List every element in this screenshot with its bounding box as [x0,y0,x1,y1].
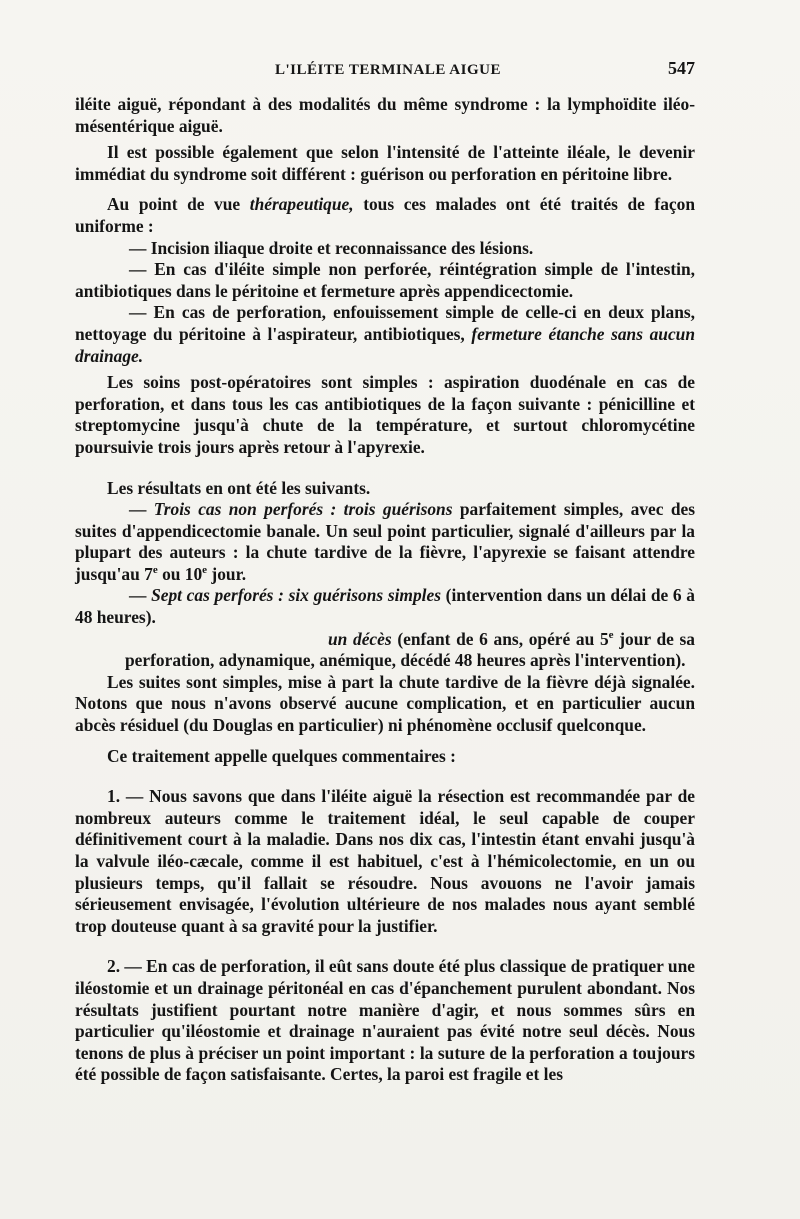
paragraph: Les résultats en ont été les suivants. [107,477,371,498]
text-run: tous ces malades ont été traités de façon uniforme : [75,194,695,236]
paragraph: Il est possible également que selon l'intensité de l'atteinte iléale, le devenir immédiat du syndrome soit différent : guérison ou perforation en péritoine libre. [75,142,695,184]
page-header [75,58,695,84]
superscript: e [202,564,208,577]
text-run: Au point de vue [107,194,250,215]
text-run: (intervention dans un délai de 6 à 48 heures). [75,585,695,628]
paragraph [75,629,695,672]
paragraph: Les soins post-opératoires sont simples : aspiration duodénale en cas de perforation, et dans tous les cas antibiotiques de la façon suivante : pénicilline et streptomycine jusqu'à chute de la température, et surtout chloromycétine poursuivie trois jours après retour à l'apyrexie. [75,372,695,457]
text-run: ou 10 [157,563,203,584]
paragraph: Ce traitement appelle quelques commentaires : [107,745,456,766]
paragraph: iléite aiguë, répondant à des modalités du même syndrome : la lymphoïdite iléo-mésentérique aiguë. [75,94,695,136]
italic-text: thérapeutique, [249,194,354,215]
paragraph [75,499,695,585]
text-run: jour. [207,563,247,584]
text-run: parfaitement simples, avec des suites d'appendicectomie banale. Un seul point particulier, signalé d'ailleurs par la plupart des auteurs : la chute tardive de la fièvre, l'apyrexie se faisant attendre jusqu'au 7 [75,499,695,584]
page-number: 547 [668,58,695,78]
paragraph: 2. — En cas de perforation, il eût sans doute été plus classique de pratiquer une iléostomie et un drainage péritonéal en cas d'épanchement purulent abondant. Nos résultats justifient pourtant notre manière d'agir, et nous sommes sûrs en particulier qu'iléostomie et drainage n'auraient pas évité notre seul décès. Nous tenons de plus à préciser un point important : la suture de la perforation a toujours été possible de façon satisfaisante. Certes, la paroi est fragile et les [75,956,695,1085]
superscript: e [152,564,158,577]
text-run: (enfant de 6 ans, opéré au 5 [391,628,609,649]
italic-text: un décès [328,628,392,649]
text-run: — [129,499,154,520]
paragraph [75,585,695,628]
running-title: L'ILÉITE TERMINALE AIGUE [275,62,501,78]
italic-text: fermeture étanche sans aucun drainage. [75,323,696,366]
text-run: — En cas de perforation, enfouissement simple de celle-ci en deux plans, nettoyage du péritoine à l'aspirateur, antibiotiques, [75,302,695,344]
paragraph [75,302,695,367]
superscript: e [608,628,614,641]
italic-text: Sept cas perforés : six guérisons simples [151,585,441,606]
italic-text: Trois cas non perforés : trois guérisons [153,499,453,520]
paragraph: Les suites sont simples, mise à part la chute tardive de la fièvre déjà signalée. Notons que nous n'avons observé aucune complication, et en particulier aucun abcès résiduel (du Douglas en particulier) ni phénomène occlusif quelconque. [75,671,695,736]
body-text [75,94,695,1086]
paragraph: 1. — Nous savons que dans l'iléite aiguë la résection est recommandée par de nombreux auteurs comme le traitement idéal, le seul capable de couper définitivement court à la maladie. Dans nos dix cas, l'intestin étant envahi jusqu'à la valvule iléo-cæcale, comme il est habituel, c'est à l'hémicolectomie, en un ou plusieurs temps, qu'il fallait se résoudre. Nous avouons ne l'avoir jamais sérieusement envisagée, l'évolution ultérieure de nos malades nous ayant semblé trop douteuse quant à sa gravité pour la justifier. [75,786,695,936]
text-run: jour de sa perforation, adynamique, anémique, décédé 48 heures après l'intervention). [125,628,695,671]
paragraph: — Incision iliaque droite et reconnaissance des lésions. [129,237,534,258]
text-run: — [129,585,152,606]
paragraph: — En cas d'iléite simple non perforée, réintégration simple de l'intestin, antibiotiques dans le péritoine et fermeture après appendicectomie. [75,259,695,301]
paragraph [75,194,695,237]
